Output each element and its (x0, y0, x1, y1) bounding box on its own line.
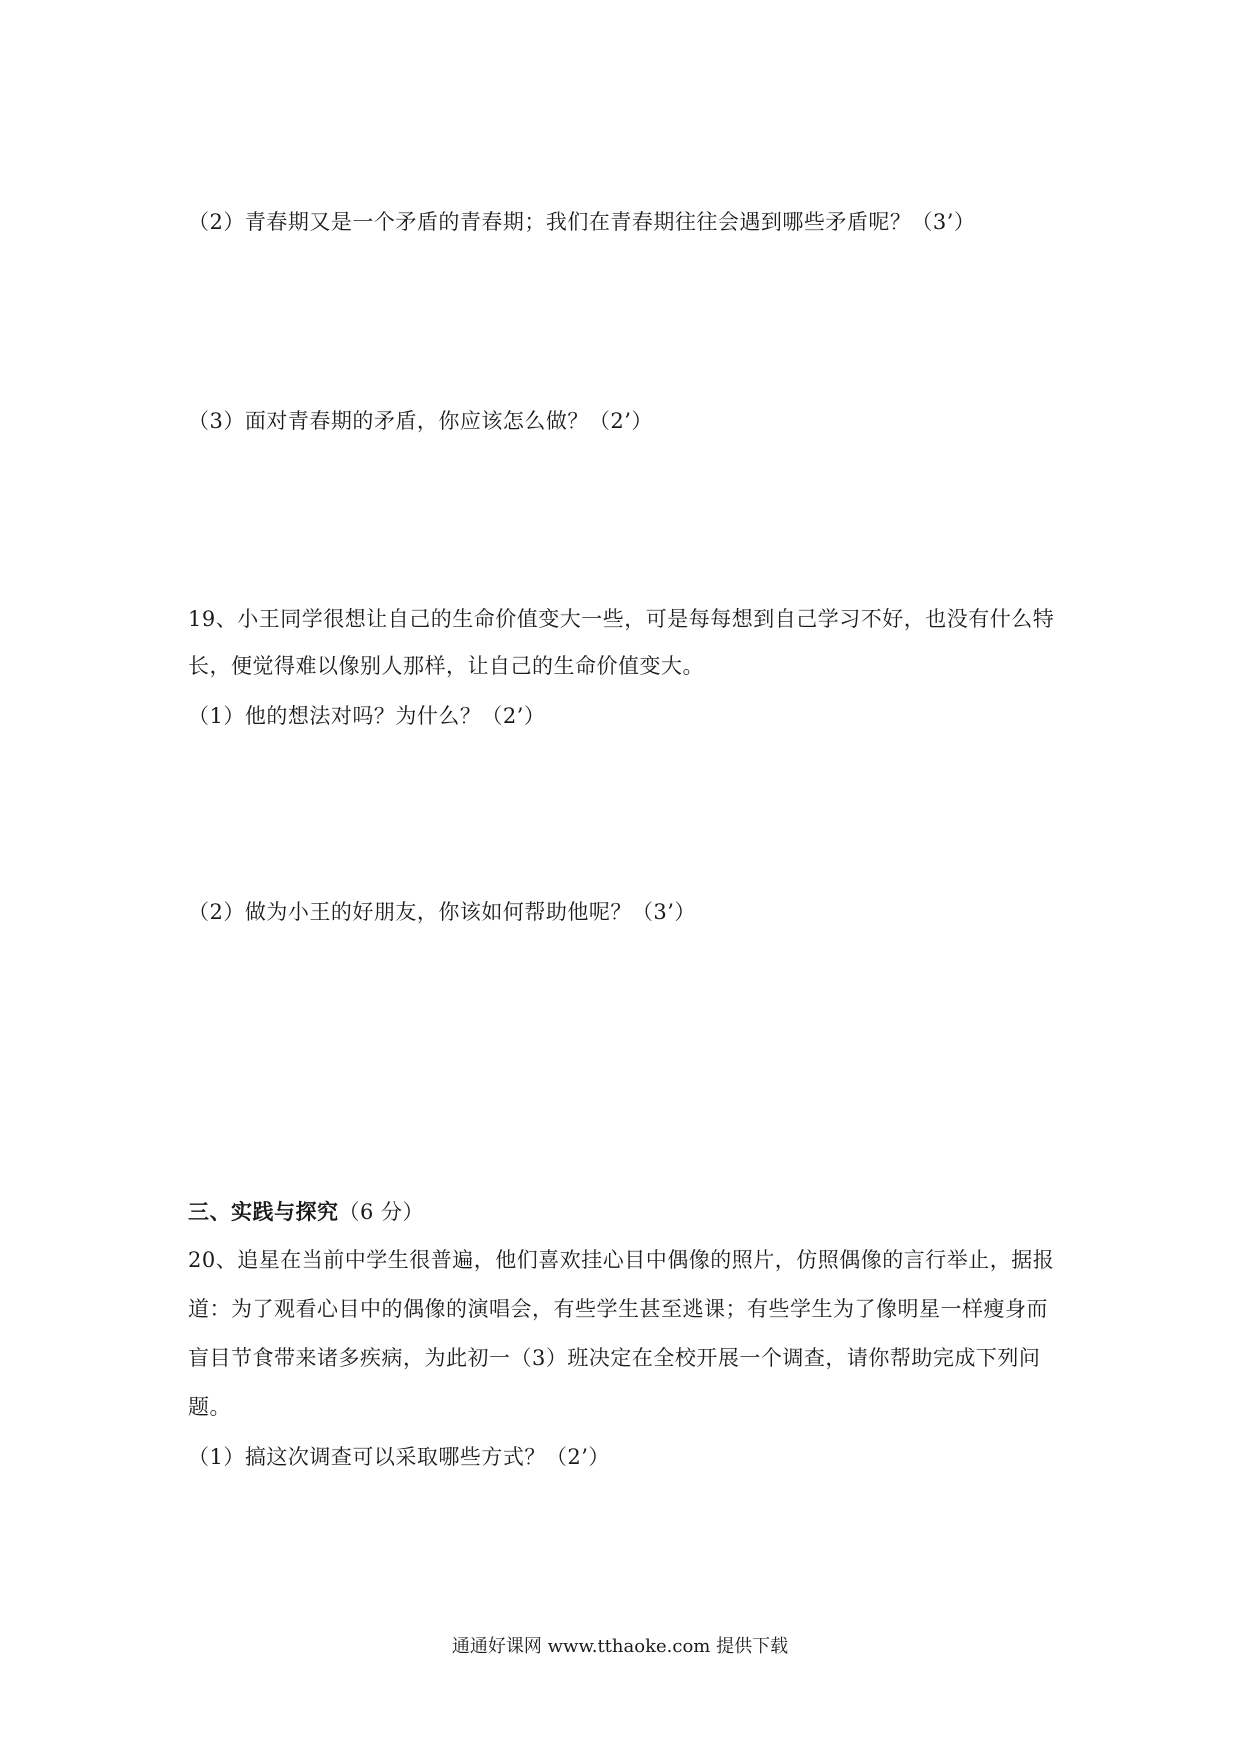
question-19-part-1: （1）他的想法对吗？为什么？（2’） (188, 704, 546, 728)
question-18-part-2: （2）青春期又是一个矛盾的青春期；我们在青春期往往会遇到哪些矛盾呢？（3’） (188, 210, 976, 234)
question-19-stem-line-2: 长，便觉得难以像别人那样，让自己的生命价值变大。 (188, 654, 704, 678)
question-19-stem-line-1: 19、小王同学很想让自己的生命价值变大一些，可是每每想到自己学习不好，也没有什么特 (188, 607, 1055, 631)
question-20-stem-line-2: 道：为了观看心目中的偶像的演唱会，有些学生甚至逃课；有些学生为了像明星一样瘦身而 (188, 1297, 1048, 1321)
question-20-stem-line-3: 盲目节食带来诸多疾病，为此初一（3）班决定在全校开展一个调查，请你帮助完成下列问 (188, 1346, 1041, 1370)
page-footer: 通通好课网 www.tthaoke.com 提供下载 (451, 1636, 789, 1657)
question-20-part-1: （1）搞这次调查可以采取哪些方式？（2’） (188, 1445, 610, 1469)
question-19-part-2: （2）做为小王的好朋友，你该如何帮助他呢？（3’） (188, 900, 696, 924)
section-3-heading (188, 1201, 424, 1223)
question-20-stem-line-1: 20、追星在当前中学生很普遍，他们喜欢挂心目中偶像的照片，仿照偶像的言行举止，据报 (188, 1248, 1055, 1272)
question-18-part-3: （3）面对青春期的矛盾，你应该怎么做？（2’） (188, 409, 653, 433)
question-20-stem-line-4: 题。 (188, 1395, 231, 1419)
section-3-score: （6 分） (338, 1200, 425, 1224)
section-3-title: 三、实践与探究 (188, 1199, 339, 1224)
